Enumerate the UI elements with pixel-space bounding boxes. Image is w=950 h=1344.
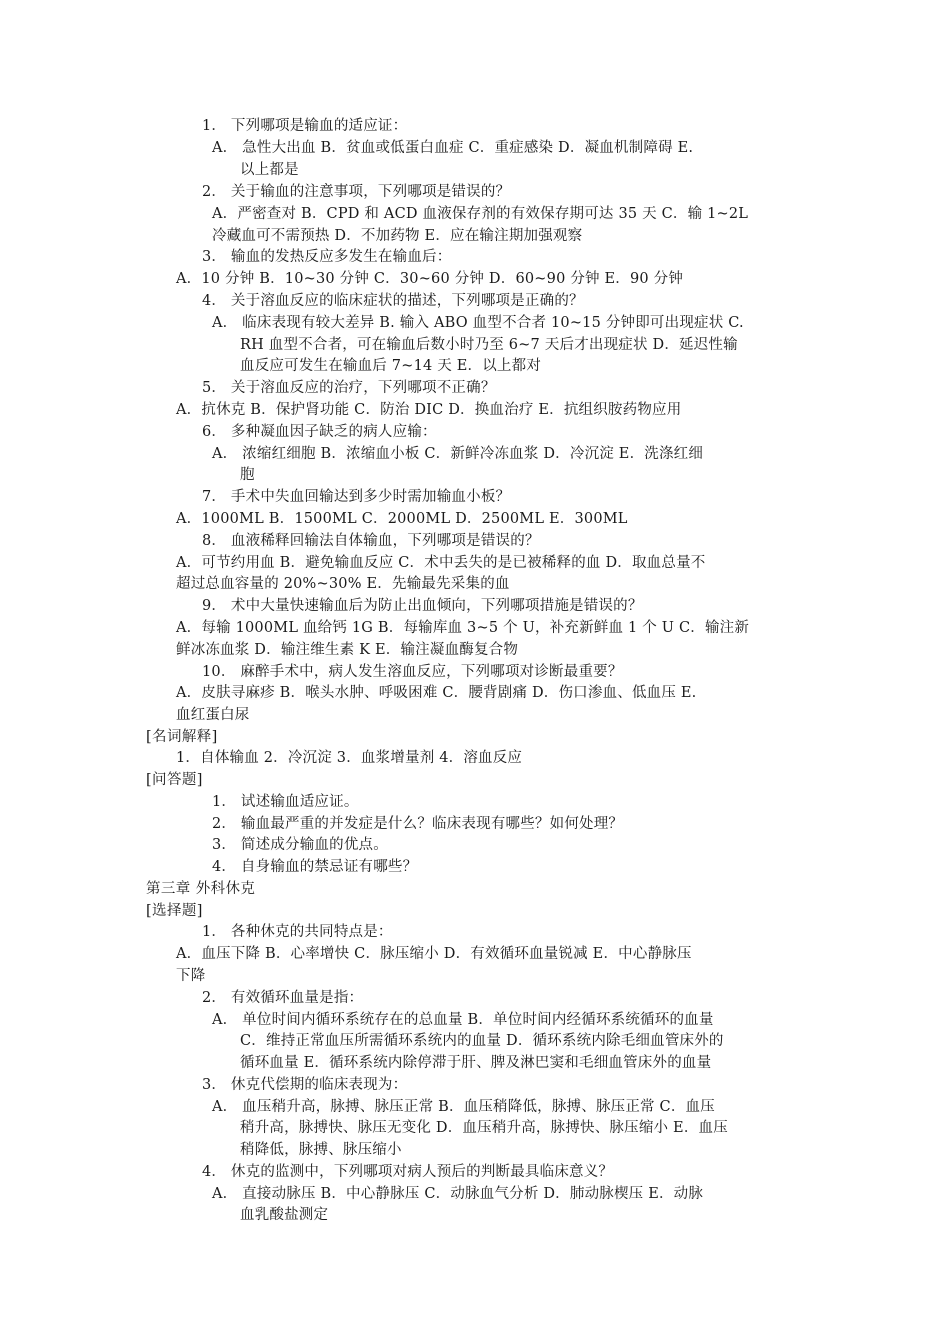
text-line: A．1000ML B．1500ML C．2000ML D．2500ML E．300ML bbox=[176, 511, 628, 527]
text-line: 3． 输血的发热反应多发生在输血后： bbox=[202, 249, 452, 265]
text-line: 1． 各种休克的共同特点是： bbox=[202, 924, 393, 940]
text-line: 6． 多种凝血因子缺乏的病人应输： bbox=[202, 424, 437, 440]
text-line: C．维持正常血压所需循环系统内的血量 D．循环系统内除毛细血管床外的 bbox=[240, 1033, 724, 1049]
text-line: 血红蛋白尿 bbox=[176, 707, 250, 723]
text-line: 4． 关于溶血反应的临床症状的描述，下列哪项是正确的？ bbox=[202, 293, 584, 309]
text-line: 鲜冰冻血浆 D．输注维生素 K E．输注凝血酶复合物 bbox=[176, 642, 519, 658]
text-line: 2． 有效循环血量是指： bbox=[202, 990, 364, 1006]
text-line: 2． 输血最严重的并发症是什么？临床表现有哪些？如何处理？ bbox=[212, 816, 624, 832]
text-line: 下降 bbox=[176, 968, 206, 984]
text-line: 4． 自身输血的禁忌证有哪些？ bbox=[212, 859, 418, 875]
text-line: 血反应可发生在输血后 7~14 天 E．以上都对 bbox=[240, 358, 542, 374]
text-line: 9． 术中大量快速输血后为防止出血倾向，下列哪项措施是错误的？ bbox=[202, 598, 643, 614]
section-heading: [问答题] bbox=[146, 772, 203, 788]
text-line: A．每输 1000ML 血给钙 1G B．每输库血 3~5 个 U，补充新鲜血 1 个 U C．输注新 bbox=[176, 620, 750, 636]
text-line: 4． 休克的监测中，下列哪项对病人预后的判断最具临床意义？ bbox=[202, 1164, 614, 1180]
text-line: 稍升高，脉搏快、脉压无变化 D．血压稍升高，脉搏快、脉压缩小 E．血压 bbox=[240, 1120, 728, 1136]
text-line: A． 临床表现有较大差异 B. 输入 ABO 血型不合者 10~15 分钟即可出现症状 C. bbox=[212, 315, 744, 331]
text-line: 胞 bbox=[240, 467, 255, 483]
text-line: A．严密查对 B．CPD 和 ACD 血液保存剂的有效保存期可达 35 天 C．输 1~2L bbox=[212, 206, 749, 222]
text-line: 2． 关于输血的注意事项，下列哪项是错误的？ bbox=[202, 184, 511, 200]
text-line: 以上都是 bbox=[240, 162, 299, 178]
text-line: 1． 试述输血适应证。 bbox=[212, 794, 359, 810]
text-line: 1． 下列哪项是输血的适应证： bbox=[202, 118, 408, 134]
text-line: 3． 简述成分输血的优点。 bbox=[212, 837, 388, 853]
text-line: 8． 血液稀释回输法自体输血，下列哪项是错误的？ bbox=[202, 533, 540, 549]
text-line: A． 浓缩红细胞 B．浓缩血小板 C．新鲜冷冻血浆 D．冷沉淀 E．洗涤红细 bbox=[212, 446, 704, 462]
text-line: A． 急性大出血 B．贫血或低蛋白血症 C．重症感染 D．凝血机制障碍 E. bbox=[212, 140, 694, 156]
chapter-title: 第三章 外科休克 bbox=[146, 881, 256, 897]
text-line: 冷藏血可不需预热 D．不加药物 E．应在输注期加强观察 bbox=[212, 228, 583, 244]
text-line: 循环血量 E．循环系统内除停滞于肝、脾及淋巴窦和毛细血管床外的血量 bbox=[240, 1055, 712, 1071]
text-line: RH 血型不合者，可在输血后数小时乃至 6~7 天后才出现症状 D．延迟性输 bbox=[240, 337, 738, 353]
text-line: A． 单位时间内循环系统存在的总血量 B．单位时间内经循环系统循环的血量 bbox=[212, 1012, 714, 1028]
text-line: 5． 关于溶血反应的治疗，下列哪项不正确？ bbox=[202, 380, 496, 396]
text-line: A． 血压稍升高，脉搏、脉压正常 B．血压稍降低，脉搏、脉压正常 C．血压 bbox=[212, 1099, 715, 1115]
section-heading: [选择题] bbox=[146, 903, 203, 919]
text-line: 3． 休克代偿期的临床表现为： bbox=[202, 1077, 408, 1093]
text-line: A．血压下降 B．心率增快 C．脉压缩小 D．有效循环血量锐减 E．中心静脉压 bbox=[176, 946, 692, 962]
text-line: A．10 分钟 B．10~30 分钟 C．30~60 分钟 D．60~90 分钟 E．90 分钟 bbox=[176, 271, 684, 287]
text-line: 10． 麻醉手术中，病人发生溶血反应，下列哪项对诊断最重要？ bbox=[202, 664, 623, 680]
text-line: 血乳酸盐测定 bbox=[240, 1207, 329, 1223]
text-line: 7． 手术中失血回输达到多少时需加输血小板？ bbox=[202, 489, 511, 505]
text-line: 超过总血容量的 20%~30% E．先输最先采集的血 bbox=[176, 576, 510, 592]
section-heading: [名词解释] bbox=[146, 729, 218, 745]
text-line: 1．自体输血 2．冷沉淀 3．血浆增量剂 4．溶血反应 bbox=[176, 750, 523, 766]
text-line: 稍降低，脉搏、脉压缩小 bbox=[240, 1142, 402, 1158]
text-line: A． 直接动脉压 B．中心静脉压 C．动脉血气分析 D．肺动脉楔压 E．动脉 bbox=[212, 1186, 704, 1202]
text-line: A．抗休克 B．保护肾功能 C．防治 DIC D．换血治疗 E．抗组织胺药物应用 bbox=[176, 402, 682, 418]
text-line: A．可节约用血 B．避免输血反应 C．术中丢失的是已被稀释的血 D．取血总量不 bbox=[176, 555, 706, 571]
text-line: A．皮肤寻麻疹 B．喉头水肿、呼吸困难 C．腰背剧痛 D．伤口渗血、低血压 E. bbox=[176, 685, 697, 701]
